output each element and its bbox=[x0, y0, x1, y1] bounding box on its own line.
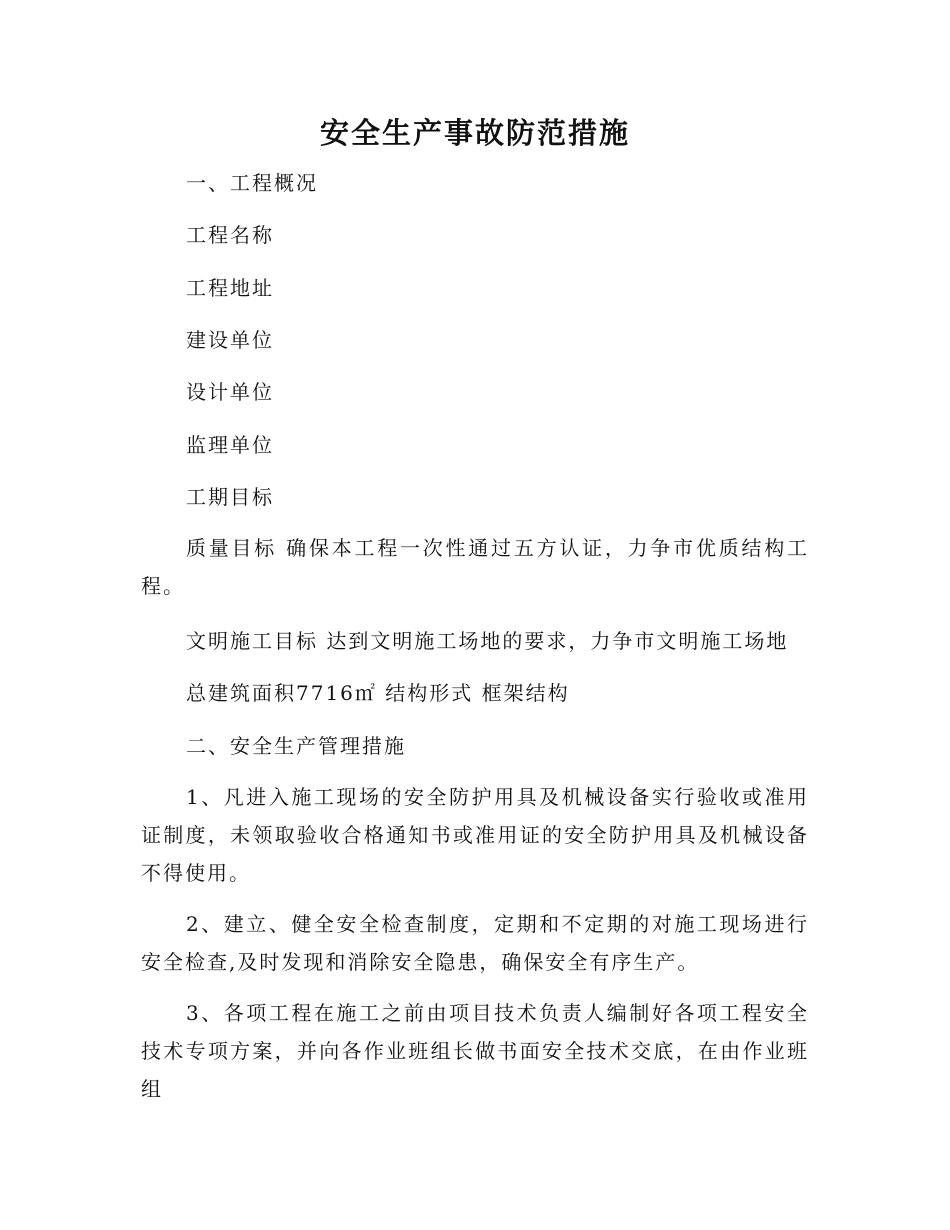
measure-paragraph-1: 1、凡进入施工现场的安全防护用具及机械设备实行验收或准用证制度，未领取验收合格通知书或准用证的安全防护用具及机械设备不得使用。 bbox=[141, 785, 809, 885]
project-address-label: 工程地址 bbox=[186, 276, 274, 300]
schedule-label: 工期目标 bbox=[186, 485, 274, 509]
designer-label: 设计单位 bbox=[186, 380, 274, 404]
civilized-construction-goal: 文明施工目标 达到文明施工场地的要求，力争市文明施工场地 bbox=[186, 629, 789, 653]
area-structure-line: 总建筑面积7716㎡ 结构形式 框架结构 bbox=[186, 681, 570, 705]
builder-label: 建设单位 bbox=[186, 328, 274, 352]
section-heading-overview: 一、工程概况 bbox=[186, 171, 318, 195]
section-heading-safety-management: 二、安全生产管理措施 bbox=[186, 734, 406, 758]
measure-paragraph-2: 2、建立、健全安全检查制度，定期和不定期的对施工现场进行安全检查,及时发现和消除安全隐患，确保安全有序生产。 bbox=[141, 912, 809, 974]
quality-goal-paragraph: 质量目标 确保本工程一次性通过五方认证，力争市优质结构工程。 bbox=[141, 536, 809, 598]
document-title: 安全生产事故防范措施 bbox=[319, 116, 630, 150]
supervisor-label: 监理单位 bbox=[186, 433, 274, 457]
measure-paragraph-3: 3、各项工程在施工之前由项目技术负责人编制好各项工程安全技术专项方案，并向各作业班组长做书面安全技术交底，在由作业班组 bbox=[141, 1001, 809, 1101]
project-name-label: 工程名称 bbox=[186, 223, 274, 247]
